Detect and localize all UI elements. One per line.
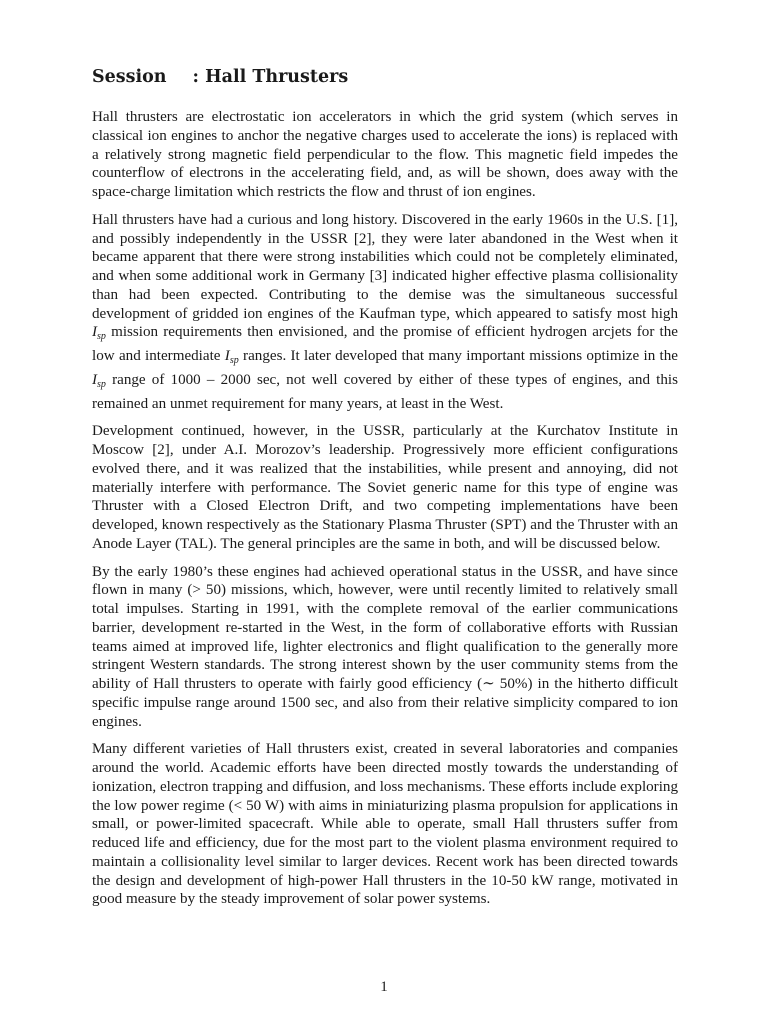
- body-text: [92, 108, 678, 918]
- paragraph-2-part-d: range of 1000 – 2000 sec, not well covered by either of these types of engines, and this remained an unmet requirement for many years, at least in the West.: [92, 371, 678, 412]
- isp-symbol: $I_{sp}$: [92, 324, 106, 343]
- paragraph-1: Hall thrusters are electrostatic ion accelerators in which the grid system (which serves in classical ion engines to anchor the negative charges used to accelerate the ions) is replaced with a relatively strong magnetic field perpendicular to the flow. This magnetic field impedes the counterflow of electrons in the accelerating field, and, as will be shown, does away with the space-charge limitation which restricts the flow and thrust of ion engines.: [92, 109, 678, 200]
- paragraph-2: [92, 211, 678, 414]
- session-label: Session: [92, 67, 167, 87]
- paragraph-5: Many different varieties of Hall thrusters exist, created in several laboratories and companies around the world. Academic efforts have been directed mostly towards the understanding of ionization, electron trapping and diffusion, and loss mechanisms. These efforts include exploring the low power regime (< 50 W) with aims in miniaturizing plasma propulsion for applications in small, or power-limited spacecraft. While able to operate, small Hall thrusters suffer from reduced life and efficiency, due for the most part to the violent plasma environment required to maintain a collisionality level similar to larger devices. Recent work has been directed towards the design and development of high-power Hall thrusters in the 10-50 kW range, motivated in good measure by the steady improvement of solar power systems.: [92, 741, 678, 908]
- paragraph-2-part-a: Hall thrusters have had a curious and long history. Discovered in the early 1960s in the U.S. [1], and possibly independently in the USSR [2], they were later abandoned in the West when it became apparent that there were strong instabilities which could not be completely eliminated, and when some additional work in Germany [3] indicated higher effective plasma collisionality than had been expected. Contributing to the demise was the simultaneous successful development of gridded ion engines of the Kaufman type, which appeared to satisfy most high: [92, 211, 678, 322]
- section-title: : Hall Thrusters: [192, 67, 349, 87]
- section-heading: [92, 67, 348, 87]
- paragraph-3: Development continued, however, in the USSR, particularly at the Kurchatov Institute in Moscow [2], under A.I. Morozov’s leadership. Progressively more efficient configurations evolved there, and it was realized that the instabilities, while present and annoying, did not materially interfere with performance. The Soviet generic name for this type of engine was Thruster with a Closed Electron Drift, and two competing implementations have been developed, known respectively as the Stationary Plasma Thruster (SPT) and the Thruster with an Anode Layer (TAL). The general principles are the same in both, and will be discussed below.: [92, 423, 678, 552]
- paragraph-2-part-c: ranges. It later developed that many important missions optimize in the: [243, 348, 678, 364]
- paragraph-2-part-b: mission requirements then envisioned, and the promise of efficient hydrogen arcjets for the low and intermediate: [92, 324, 678, 364]
- paragraph-4: By the early 1980’s these engines had achieved operational status in the USSR, and have since flown in many (> 50) missions, which, however, were until recently limited to relatively small total impulses. Starting in 1991, with the complete removal of the earlier communications barrier, development re-started in the West, in the form of collaborative efforts with Russian teams aimed at improved life, lighter electronics and flight qualification to the generally more stringent Western standards. The strong interest shown by the user community stems from the ability of Hall thrusters to operate with fairly good efficiency (∼ 50%) in the hitherto difficult specific impulse range around 1500 sec, and also from their relative simplicity compared to ion engines.: [92, 563, 678, 730]
- isp-symbol: $I_{sp}$: [224, 348, 239, 366]
- page-number: 1: [380, 979, 388, 995]
- isp-symbol: $I_{sp}$: [92, 371, 106, 390]
